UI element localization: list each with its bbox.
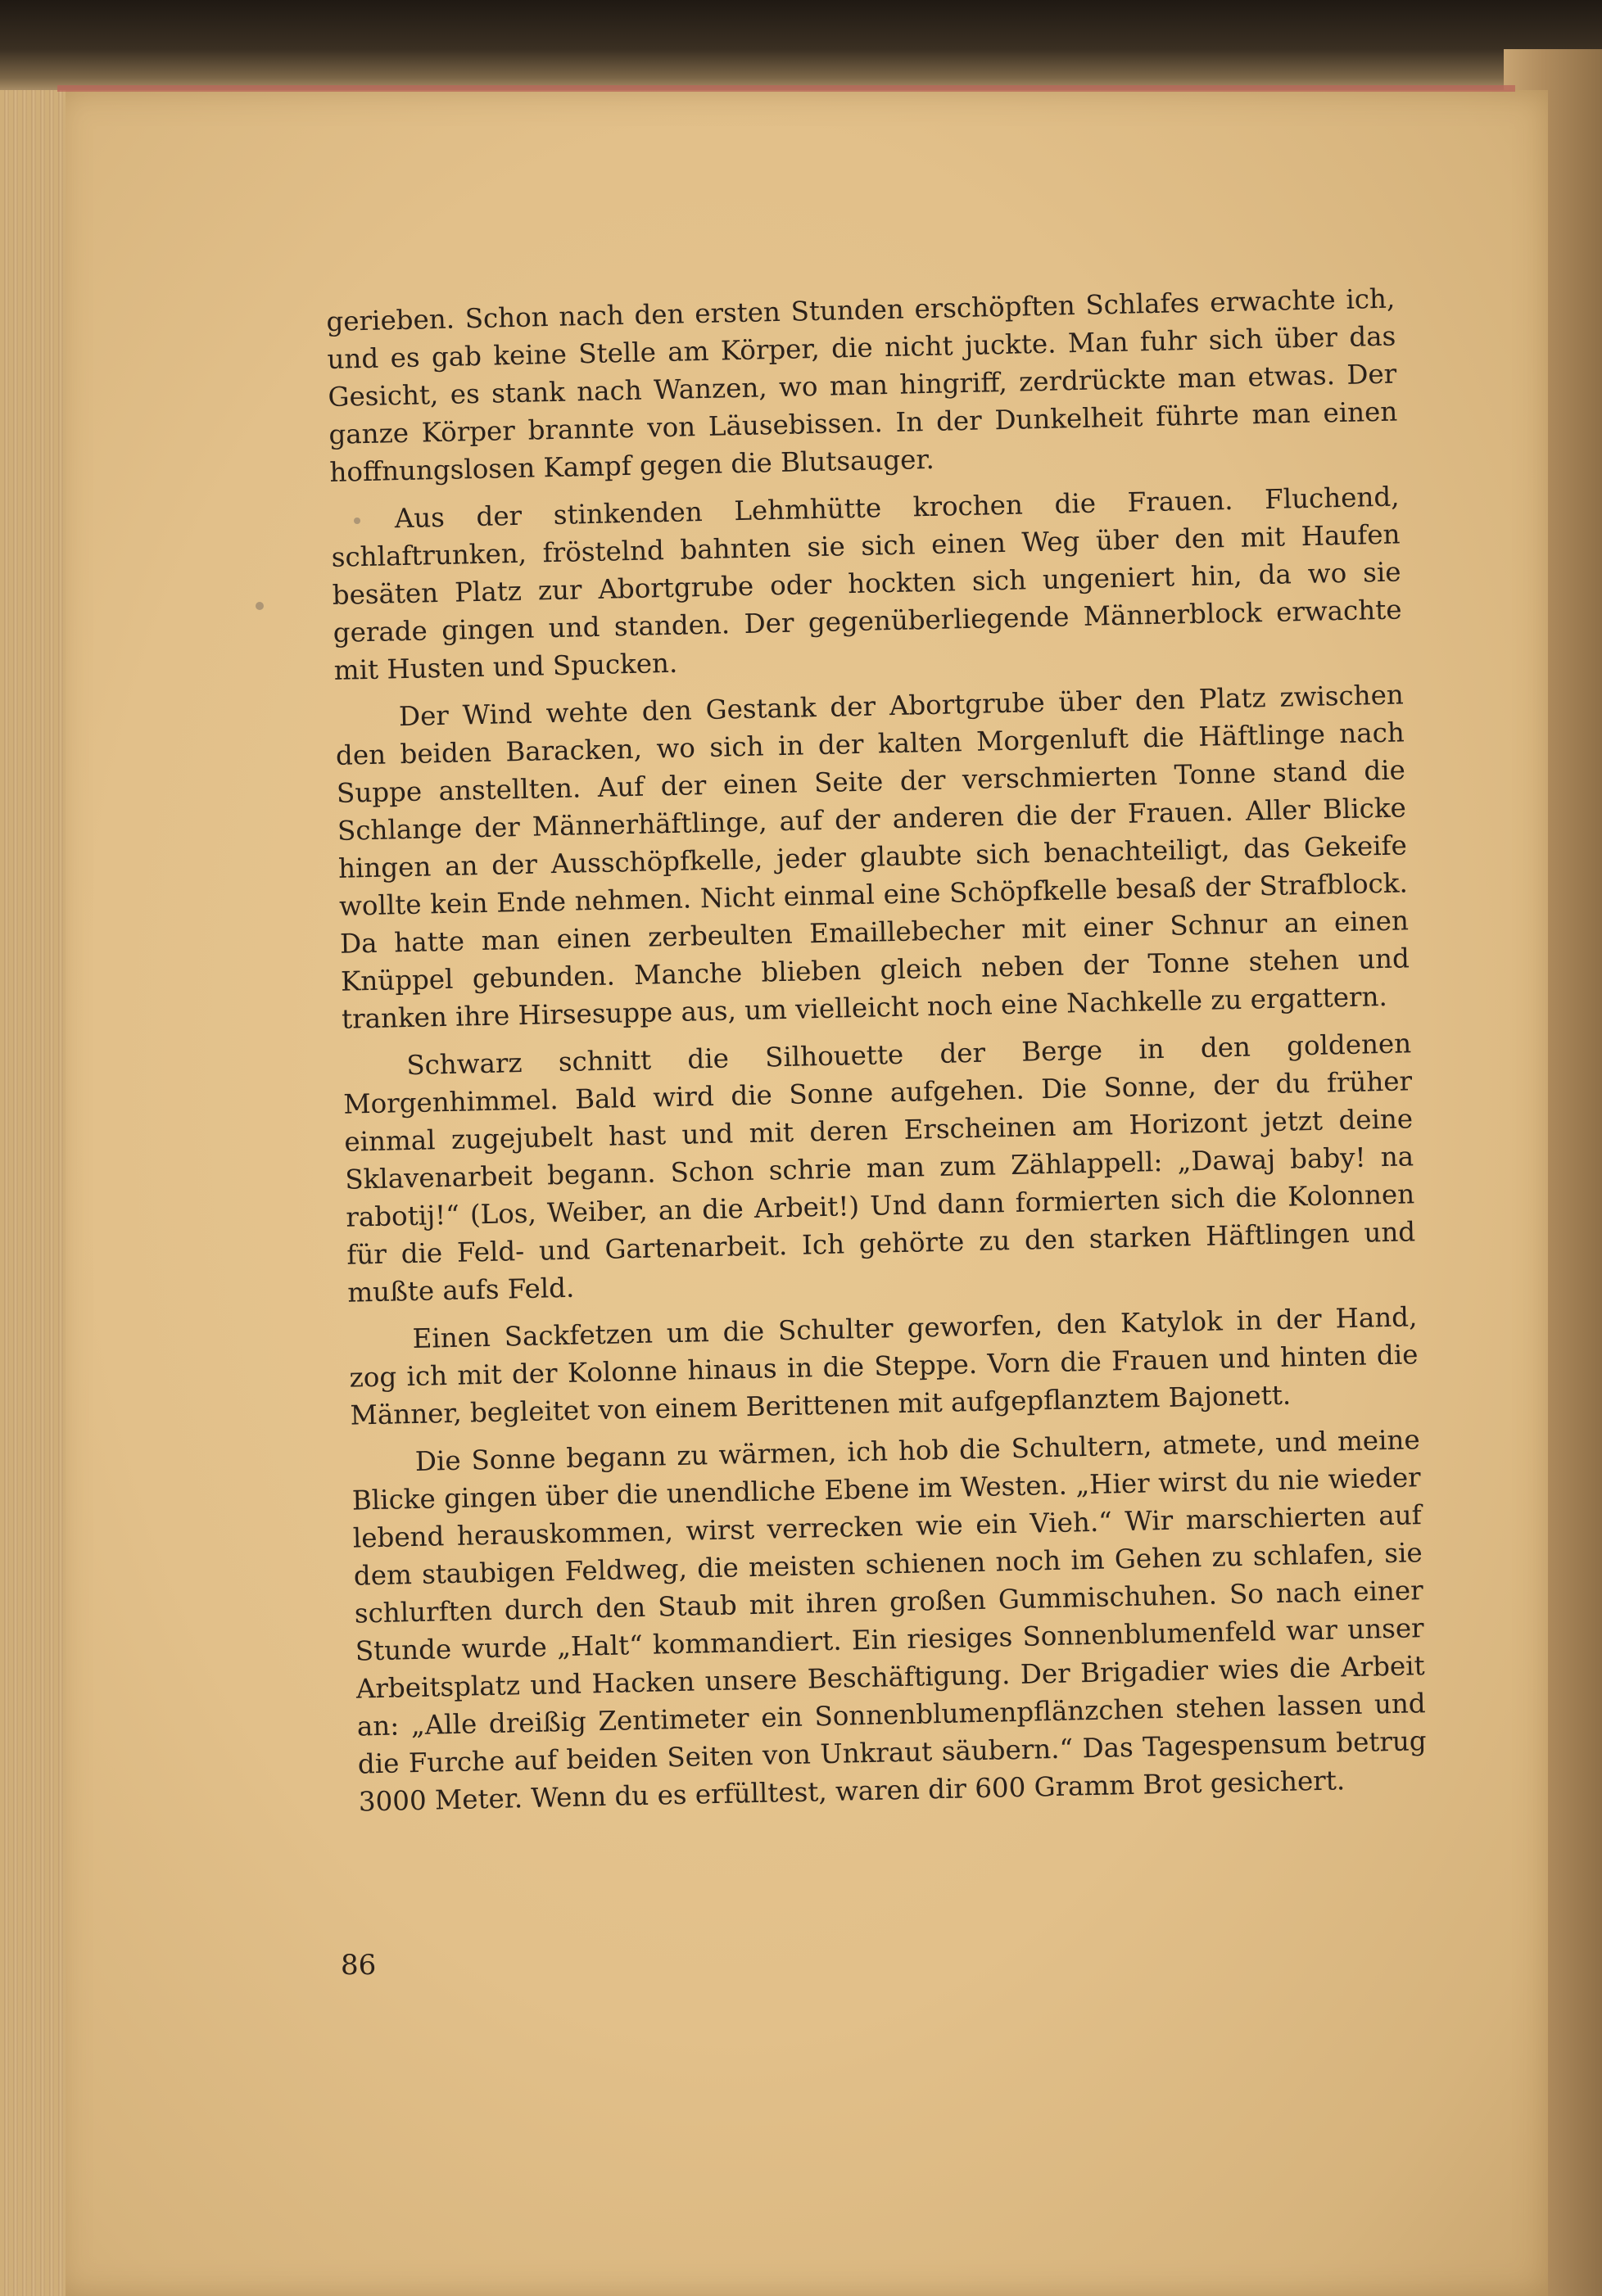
paragraph: Aus der stinkenden Lehmhütte krochen die Frauen. Fluchend, schlaftrunken, fröstelnd bahnten sie sich einen Weg über den mit Haufen besäten Platz zur Abortgrube oder hockten sich ungeniert hin, da wo sie gerade gingen und standen. Der gegenüberliegende Männerblock erwachte mit Husten und Spucken.: [331, 481, 1402, 686]
body-text: [326, 280, 1428, 1831]
paragraph: Einen Sackfetzen um die Schulter geworfen, den Katylok in der Hand, zog ich mit der Kolonne hinaus in die Steppe. Vorn die Frauen und hinten die Männer, begleitet von einem Berittenen mit aufgepflanztem Bajonett.: [349, 1301, 1419, 1431]
page-number: 86: [341, 1949, 377, 1982]
stacked-page-edges: [0, 90, 66, 2296]
paragraph: Die Sonne begann zu wärmen, ich hob die Schultern, atmete, und meine Blicke gingen über die unendliche Ebene im Westen. „Hier wirst du nie wieder lebend herauskommen, wirst verrecken wie ein Vieh.“ Wir marschierten auf dem staubigen Feldweg, die meisten schienen noch im Gehen zu schlafen, sie schlurften durch den Staub mit ihren großen Gummischuhen. So nach einer Stunde wurde „Halt“ kommandiert. Ein riesiges Sonnenblumenfeld war unser Arbeitsplatz und Hacken unsere Beschäftigung. Der Brigadier wies die Arbeit an: „Alle dreißig Zentimeter ein Sonnenblumenpflänzchen stehen lassen und die Furche auf beiden Seiten von Unkraut säubern.“ Das Tagespensum betrug 3000 Meter. Wenn du es erfülltest, waren dir 600 Gramm Brot gesichert.: [351, 1424, 1428, 1818]
red-page-edge: [57, 85, 1515, 92]
paragraph: gerieben. Schon nach den ersten Stunden erschöpften Schlafes erwachte ich, und es gab keine Stelle am Körper, die nicht juckte. Man fuhr sich über das Gesicht, es stank nach Wanzen, wo man hingriff, zerdrückte man etwas. Der ganze Körper brannte von Läusebissen. In der Dunkelheit führte man einen hoffnungslosen Kampf gegen die Blutsauger.: [326, 282, 1398, 488]
paper-spot: [256, 602, 264, 610]
paragraph: Der Wind wehte den Gestank der Abortgrube über den Platz zwischen den beiden Baracken, wo sich in der kalten Morgenluft die Häftlinge nach Suppe anstellten. Auf der einen Seite der verschmierten Tonne stand die Schlange der Männerhäftlinge, auf der anderen die der Frauen. Aller Blicke hingen an der Ausschöpfkelle, jeder glaubte sich benachteiligt, das Gekeife wollte kein Ende nehmen. Nicht einmal eine Schöpfkelle besaß der Strafblock. Da hatte man einen zerbeulten Emaillebecher mit einer Schnur an einen Knüppel gebunden. Manche blieben gleich neben der Tonne stehen und tranken ihre Hirsesuppe aus, um vielleicht noch eine Nachkelle zu ergattern.: [335, 679, 1410, 1035]
paragraph: Schwarz schnitt die Silhouette der Berge in den goldenen Morgenhimmel. Bald wird die Sonne aufgehen. Die Sonne, der du früher einmal zugejubelt hast und mit deren Erscheinen am Horizont jetzt deine Sklavenarbeit begann. Schon schrie man zum Zählappell: „Dawaj baby! na rabotij!“ (Los, Weiber, an die Arbeit!) Und dann formierten sich die Kolonnen für die Feld- und Gartenarbeit. Ich gehörte zu den starken Häftlingen und mußte aufs Feld.: [342, 1028, 1416, 1308]
